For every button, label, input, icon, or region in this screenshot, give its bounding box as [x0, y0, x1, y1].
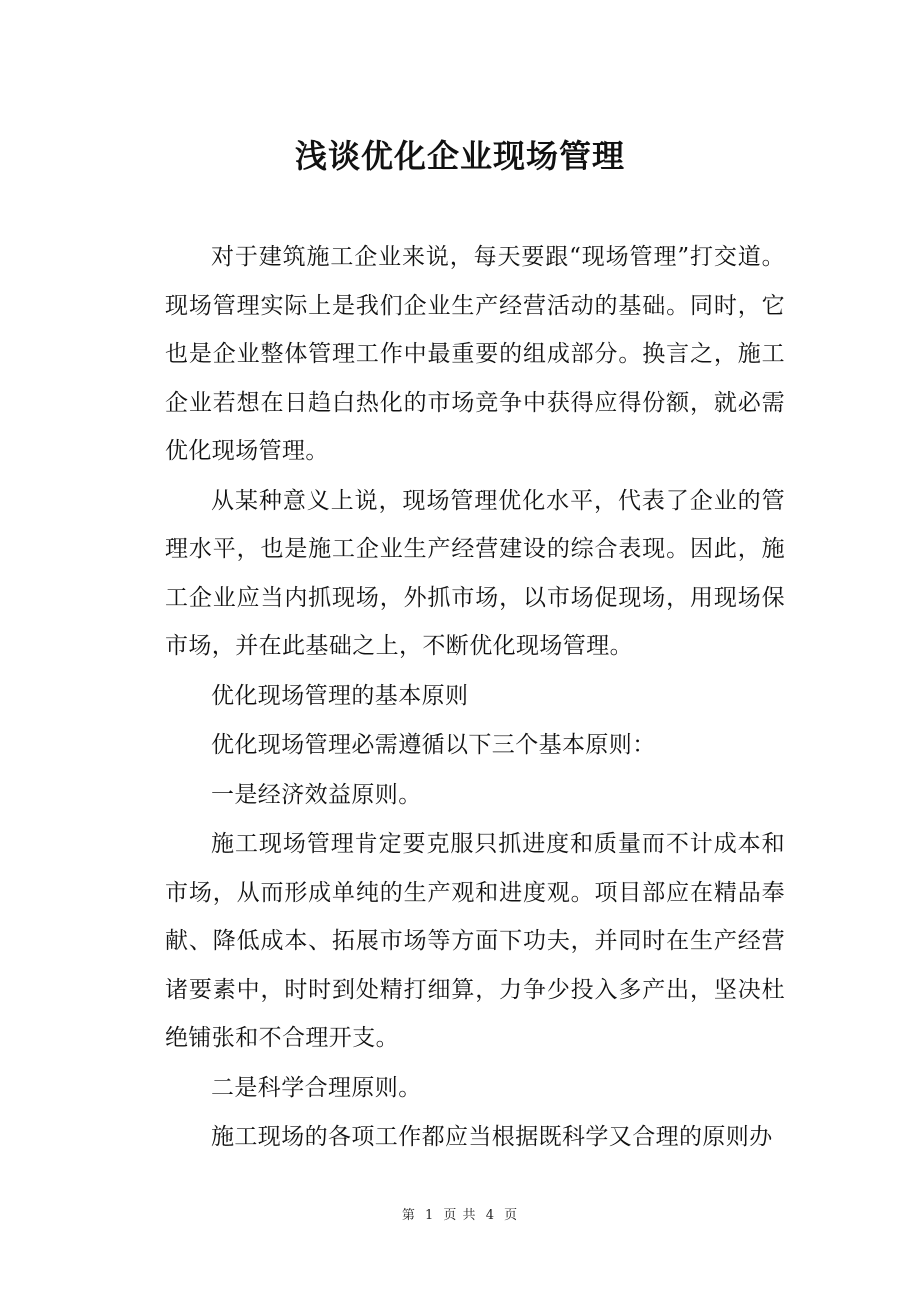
paragraph-1: 对于建筑施工企业来说，每天要跟“现场管理”打交道。现场管理实际上是我们企业生产经营活动的基础。同时，它也是企业整体管理工作中最重要的组成部分。换言之，施工企业若想在日趋白热化的市场竞争中获得应得份额，就必需优化现场管理。: [165, 244, 785, 464]
page-footer: [0, 1206, 920, 1226]
footer-current-page: 1: [425, 1208, 435, 1223]
paragraph-2: 从某种意义上说，现场管理优化水平，代表了企业的管理水平，也是施工企业生产经营建设的综合表现。因此，施工企业应当内抓现场，外抓市场，以市场促现场，用现场保市场，并在此基础之上，不断优化现场管理。: [165, 487, 785, 659]
paragraph-4: 优化现场管理必需遵循以下三个基本原则：: [211, 732, 656, 758]
principle-2-heading: 二是科学合理原则。: [211, 1074, 422, 1101]
principle-1-heading: 一是经济效益原则。: [211, 781, 422, 808]
paragraph-8: 施工现场的各项工作都应当根据既科学又合理的原则办: [211, 1124, 773, 1150]
footer-prefix: 第: [401, 1208, 416, 1223]
footer-mid: 页 共: [443, 1208, 477, 1223]
document-title: 浅谈优化企业现场管理: [294, 137, 625, 175]
paragraph-6: 施工现场管理肯定要克服只抓进度和质量而不计成本和市场，从而形成单纯的生产观和进度观。项目部应在精品奉献、降低成本、拓展市场等方面下功夫，并同时在生产经营诸要素中，时时到处精打细算，力争少投入多产出，坚决杜绝铺张和不合理开支。: [165, 831, 785, 1051]
footer-total-pages: 4: [485, 1208, 495, 1223]
section-heading: 优化现场管理的基本原则: [211, 682, 469, 709]
footer-suffix: 页: [504, 1208, 519, 1223]
document-body: [165, 233, 785, 1163]
